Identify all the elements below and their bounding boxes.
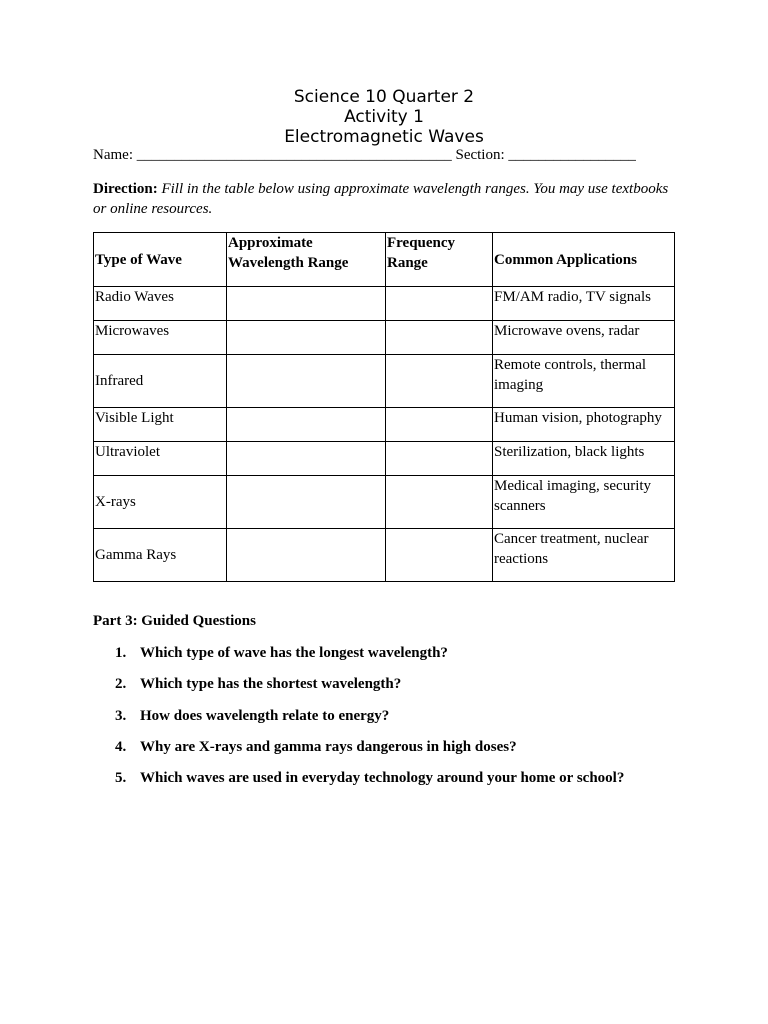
subject-title: Science 10 Quarter 2 (293, 87, 475, 107)
frequency-cell[interactable] (386, 529, 493, 582)
question-item (93, 706, 624, 737)
wavelength-cell[interactable] (227, 408, 386, 442)
frequency-cell[interactable] (386, 321, 493, 355)
applications-cell: Human vision, photography (493, 408, 675, 442)
question-item (93, 768, 624, 799)
wavelength-cell[interactable] (227, 287, 386, 321)
wave-type-cell: Gamma Rays (94, 529, 227, 582)
header-common-applications: Common Applications (493, 233, 675, 287)
section-label: Section: (455, 147, 505, 163)
question-text: Which type has the shortest wavelength? (140, 676, 402, 693)
wave-type-cell: X-rays (94, 476, 227, 529)
name-label: Name: (93, 147, 133, 163)
guided-questions-list (93, 643, 624, 799)
applications-cell: Remote controls, thermal imaging (493, 355, 675, 408)
frequency-cell[interactable] (386, 287, 493, 321)
question-text: Why are X-rays and gamma rays dangerous in high doses? (140, 738, 517, 755)
applications-cell: Medical imaging, security scanners (493, 476, 675, 529)
table-row (94, 529, 675, 582)
part3-heading: Part 3: Guided Questions (93, 613, 256, 629)
question-number: 4. (115, 738, 127, 755)
section-blank[interactable]: _________________ (508, 147, 636, 163)
question-text: Which type of wave has the longest wavelength? (140, 645, 448, 661)
wavelength-cell[interactable] (227, 355, 386, 408)
topic-title: Electromagnetic Waves (284, 127, 484, 147)
question-item (93, 737, 624, 768)
question-item (93, 674, 624, 705)
header-wavelength-range: Approximate Wavelength Range (227, 233, 386, 287)
activity-title: Activity 1 (344, 107, 424, 127)
wave-type-cell: Radio Waves (94, 287, 227, 321)
header-frequency-range: Frequency Range (386, 233, 493, 287)
wave-type-cell: Infrared (94, 355, 227, 408)
applications-cell: Sterilization, black lights (493, 442, 675, 476)
direction-paragraph (93, 179, 683, 219)
wave-type-cell: Visible Light (94, 408, 227, 442)
wave-table (93, 232, 675, 582)
wave-type-cell: Microwaves (94, 321, 227, 355)
frequency-cell[interactable] (386, 355, 493, 408)
name-blank[interactable]: __________________________________________ (136, 147, 452, 163)
table-row (94, 408, 675, 442)
header-type-of-wave: Type of Wave (94, 233, 227, 287)
wavelength-cell[interactable] (227, 529, 386, 582)
wavelength-cell[interactable] (227, 476, 386, 529)
table-row (94, 355, 675, 408)
wave-type-cell: Ultraviolet (94, 442, 227, 476)
table-header-row (94, 233, 675, 287)
table-row (94, 287, 675, 321)
table-row (94, 321, 675, 355)
question-number: 2. (115, 676, 127, 693)
question-text: How does wavelength relate to energy? (140, 707, 390, 724)
direction-text: Fill in the table below using approximate wavelength ranges. You may use textbooks or online resources. (93, 181, 669, 217)
table-row (94, 476, 675, 529)
name-section-line (93, 145, 636, 165)
wavelength-cell[interactable] (227, 321, 386, 355)
applications-cell: FM/AM radio, TV signals (493, 287, 675, 321)
frequency-cell[interactable] (386, 408, 493, 442)
applications-cell: Microwave ovens, radar (493, 321, 675, 355)
wavelength-cell[interactable] (227, 442, 386, 476)
frequency-cell[interactable] (386, 442, 493, 476)
applications-cell: Cancer treatment, nuclear reactions (493, 529, 675, 582)
direction-label: Direction: (93, 181, 158, 197)
question-text: Which waves are used in everyday technology around your home or school? (140, 770, 625, 787)
question-item (93, 643, 624, 674)
frequency-cell[interactable] (386, 476, 493, 529)
table-row (94, 442, 675, 476)
question-number: 1. (115, 645, 127, 661)
question-number: 5. (115, 770, 127, 787)
question-number: 3. (115, 707, 127, 724)
